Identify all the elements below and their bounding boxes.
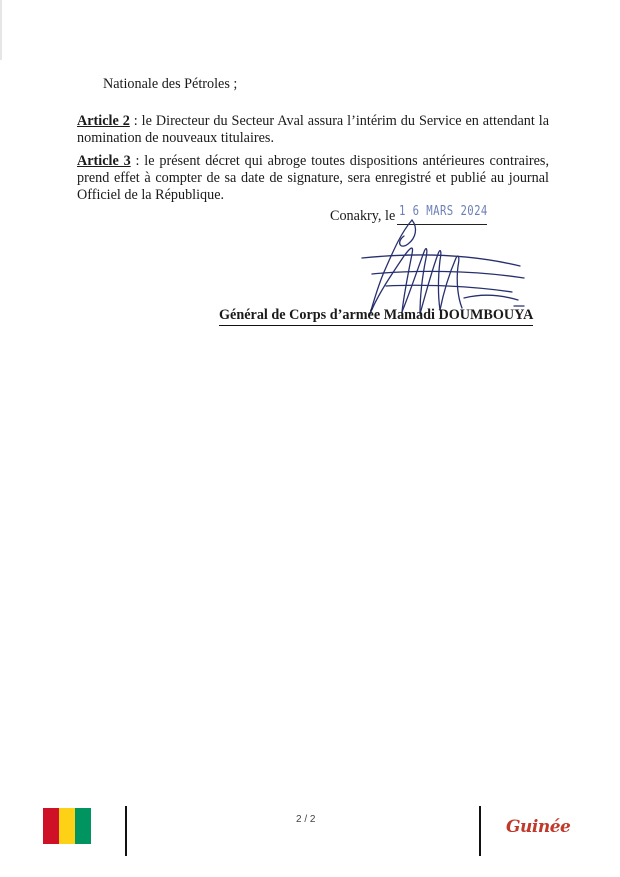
flag-stripe-green: [75, 808, 91, 844]
flag-stripe-red: [43, 808, 59, 844]
article-2: [77, 113, 549, 147]
article-3: [77, 153, 549, 204]
signatory-name: Général de Corps d’armée Mamadi DOUMBOUYA: [219, 307, 533, 326]
scan-edge-mark: [0, 0, 2, 60]
footer-divider-left: [125, 806, 127, 856]
place-date: Conakry, le: [330, 208, 396, 224]
guinee-logo: [506, 813, 570, 839]
article-2-text: : le Directeur du Secteur Aval assura l’intérim du Service en attendant la nomination de nouveaux titulaires.: [77, 113, 550, 146]
article-3-label: Article 3: [77, 153, 131, 169]
guinee-logo-text: Guinée: [506, 817, 571, 837]
article-3-text: : le présent décret qui abroge toutes dispositions antérieures contraires, prend effet à compter de sa date de signature, sera enregistré et publié au journal Officiel de la République.: [77, 153, 549, 203]
continuation-line: Nationale des Pétroles ;: [103, 76, 238, 92]
flag-stripe-yellow: [59, 808, 75, 844]
date-stamp: 1 6 MARS 2024: [399, 204, 488, 219]
guinea-flag: [43, 808, 91, 844]
page-number: 2 / 2: [296, 814, 316, 825]
footer-divider-right: [479, 806, 481, 856]
article-2-label: Article 2: [77, 113, 130, 129]
